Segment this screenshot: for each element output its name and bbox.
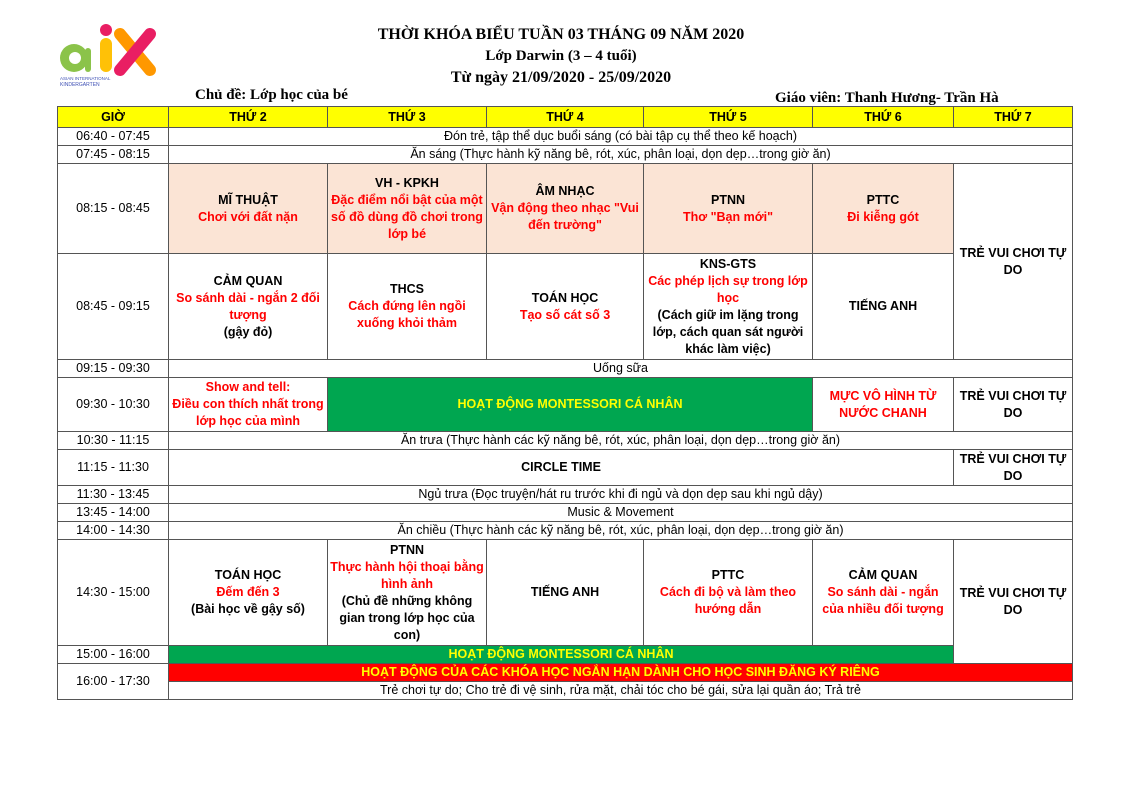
activity-cell: TIẾNG ANH — [813, 254, 954, 360]
activity-cell — [487, 254, 644, 360]
subject-title: Show and tell: — [205, 380, 291, 394]
subject-title: MĨ THUẬT — [218, 192, 278, 207]
subject-topic: Vận động theo nhạc "Vui đến trường" — [491, 201, 639, 232]
table-row — [58, 450, 1073, 486]
subject-topic: So sánh dài - ngắn 2 đối tượng — [176, 290, 320, 322]
subject-topic: Cách đứng lên ngồi xuống khỏi thảm — [348, 299, 466, 330]
time-cell: 14:30 - 15:00 — [58, 540, 169, 646]
time-cell: 08:15 - 08:45 — [58, 164, 169, 254]
subject-title: KNS-GTS — [699, 256, 757, 271]
activity-cell: Uống sữa — [169, 360, 1073, 378]
free-play-cell: TRẺ VUI CHƠI TỰ DO — [954, 450, 1073, 486]
subject-note: (Bài học về gậy số) — [191, 602, 305, 616]
subject-topic: Cách đi bộ và làm theo hướng dẫn — [659, 585, 797, 616]
time-cell: 11:30 - 13:45 — [58, 486, 169, 504]
subject-title: CẢM QUAN — [213, 273, 283, 288]
subject-title: TOÁN HỌC — [531, 290, 599, 305]
activity-cell — [813, 164, 954, 254]
table-row — [58, 486, 1073, 504]
col-header-time: GIỜ — [58, 107, 169, 128]
activity-cell — [487, 164, 644, 254]
time-cell: 13:45 - 14:00 — [58, 504, 169, 522]
header-row — [58, 107, 1073, 128]
activity-cell: Trẻ chơi tự do; Cho trẻ đi vệ sinh, rửa mặt, chải tóc cho bé gái, sửa lại quần áo; Trả trẻ — [169, 682, 1073, 700]
activity-cell — [328, 254, 487, 360]
activity-cell — [169, 164, 328, 254]
svg-text:KINDERGARTEN: KINDERGARTEN — [60, 82, 100, 88]
subject-topic: Thơ "Bạn mới" — [682, 209, 774, 224]
free-play-cell: TRẺ VUI CHƠI TỰ DO — [954, 378, 1073, 432]
subject-topic: Điều con thích nhất trong lớp học của mình — [172, 397, 324, 428]
subject-note: (Chủ đề những không gian trong lớp học của con) — [339, 593, 475, 642]
activity-cell: MỰC VÔ HÌNH TỪ NƯỚC CHANH — [813, 378, 954, 432]
circle-time-cell: CIRCLE TIME — [169, 450, 954, 486]
col-header-thu: THỨ 5 — [644, 107, 813, 128]
teacher-label: Giáo viên: Thanh Hương- Trần Hà — [775, 90, 999, 106]
subject-title: ÂM NHẠC — [535, 184, 595, 198]
table-row — [58, 664, 1073, 682]
time-cell: 15:00 - 16:00 — [58, 646, 169, 664]
short-course-cell: HOẠT ĐỘNG CỦA CÁC KHÓA HỌC NGẮN HẠN DÀNH CHO HỌC SINH ĐĂNG KÝ RIÊNG — [169, 664, 1073, 682]
subject-note: (gậy đỏ) — [223, 324, 273, 339]
schedule-table — [57, 106, 1073, 700]
col-header-fri: THỨ 6 — [813, 107, 954, 128]
table-row — [58, 164, 1073, 254]
free-play-cell: TRẺ VUI CHƠI TỰ DO — [954, 540, 1073, 664]
col-header-wed: THỨ 4 — [487, 107, 644, 128]
subject-title: VH - KPKH — [375, 175, 439, 190]
table-row — [58, 360, 1073, 378]
subject-title: PTNN — [710, 192, 746, 207]
date-range: Từ ngày 21/09/2020 - 25/09/2020 — [450, 69, 672, 86]
time-cell: 14:00 - 14:30 — [58, 522, 169, 540]
activity-cell — [813, 540, 954, 646]
table-row — [58, 682, 1073, 700]
activity-cell — [328, 164, 487, 254]
time-cell: 11:15 - 11:30 — [58, 450, 169, 486]
page-title: THỜI KHÓA BIỂU TUẦN 03 THÁNG 09 NĂM 2020 — [377, 26, 745, 43]
time-cell: 09:15 - 09:30 — [58, 360, 169, 378]
activity-cell — [169, 254, 328, 360]
table-row — [58, 522, 1073, 540]
table-row — [58, 146, 1073, 164]
activity-cell — [644, 254, 813, 360]
free-play-cell: TRẺ VUI CHƠI TỰ DO — [954, 164, 1073, 360]
class-line: Lớp Darwin (3 – 4 tuổi) — [485, 48, 637, 64]
activity-cell — [644, 164, 813, 254]
subject-topic: So sánh dài - ngắn của nhiều đối tượng — [822, 585, 944, 616]
time-cell: 06:40 - 07:45 — [58, 128, 169, 146]
time-cell: 16:00 - 17:30 — [58, 664, 169, 700]
subject-title: TOÁN HỌC — [214, 568, 282, 582]
subject-topic: Đi kiễng gót — [847, 209, 919, 224]
subject-note: (Cách giữ im lặng trong lớp, cách quan sát người khác làm việc) — [652, 307, 804, 356]
activity-cell: Ăn chiều (Thực hành các kỹ năng bê, rót, xúc, phân loại, dọn dẹp…trong giờ ăn) — [169, 522, 1073, 540]
activity-cell: Music & Movement — [169, 504, 1073, 522]
table-row — [58, 254, 1073, 360]
time-cell: 08:45 - 09:15 — [58, 254, 169, 360]
table-row — [58, 504, 1073, 522]
table-row — [58, 128, 1073, 146]
subject-topic: Thực hành hội thoại bằng hình ảnh — [330, 559, 484, 591]
montessori-cell: HOẠT ĐỘNG MONTESSORI CÁ NHÂN — [328, 378, 813, 432]
col-header-mon: THỨ 2 — [169, 107, 328, 128]
subject-title: THCS — [389, 282, 425, 296]
subject-topic: Tạo số cát số 3 — [519, 307, 611, 322]
montessori-cell: HOẠT ĐỘNG MONTESSORI CÁ NHÂN — [169, 646, 954, 664]
table-row — [58, 378, 1073, 432]
subject-title: CẢM QUAN — [848, 568, 918, 582]
activity-cell: Ăn sáng (Thực hành kỹ năng bê, rót, xúc, phân loại, dọn dẹp…trong giờ ăn) — [169, 146, 1073, 164]
table-row — [58, 432, 1073, 450]
time-cell: 10:30 - 11:15 — [58, 432, 169, 450]
col-header-tue: THỨ 3 — [328, 107, 487, 128]
activity-cell — [644, 540, 813, 646]
subject-title: PTTC — [866, 192, 900, 207]
activity-cell — [169, 540, 328, 646]
activity-cell: Đón trẻ, tập thể dục buổi sáng (có bài tập cụ thể theo kế hoạch) — [169, 128, 1073, 146]
subject-label: Chủ đề: Lớp học của bé — [195, 87, 348, 103]
subject-topic: Các phép lịch sự trong lớp học — [648, 273, 808, 305]
subject-topic: Đếm đến 3 — [216, 585, 280, 599]
activity-cell: Ăn trưa (Thực hành các kỹ năng bê, rót, xúc, phân loại, dọn dẹp…trong giờ ăn) — [169, 432, 1073, 450]
activity-cell — [169, 378, 328, 432]
activity-cell: Ngủ trưa (Đọc truyện/hát ru trước khi đi ngủ và dọn dẹp sau khi ngủ dậy) — [169, 486, 1073, 504]
subject-topic: Đặc điểm nổi bật của một số đồ dùng đồ chơi trong lớp bé — [331, 192, 483, 241]
activity-cell: TIẾNG ANH — [487, 540, 644, 646]
subject-title: PTNN — [389, 542, 425, 557]
time-cell: 07:45 - 08:15 — [58, 146, 169, 164]
table-row — [58, 540, 1073, 646]
time-cell: 09:30 - 10:30 — [58, 378, 169, 432]
col-header-sat: THỨ 7 — [954, 107, 1073, 128]
subject-title: PTTC — [711, 568, 745, 582]
table-row — [58, 646, 1073, 664]
svg-text:ASIAN INTERNATIONAL: ASIAN INTERNATIONAL — [60, 76, 111, 81]
activity-cell — [328, 540, 487, 646]
subject-topic: Chơi với đất nặn — [198, 209, 298, 224]
